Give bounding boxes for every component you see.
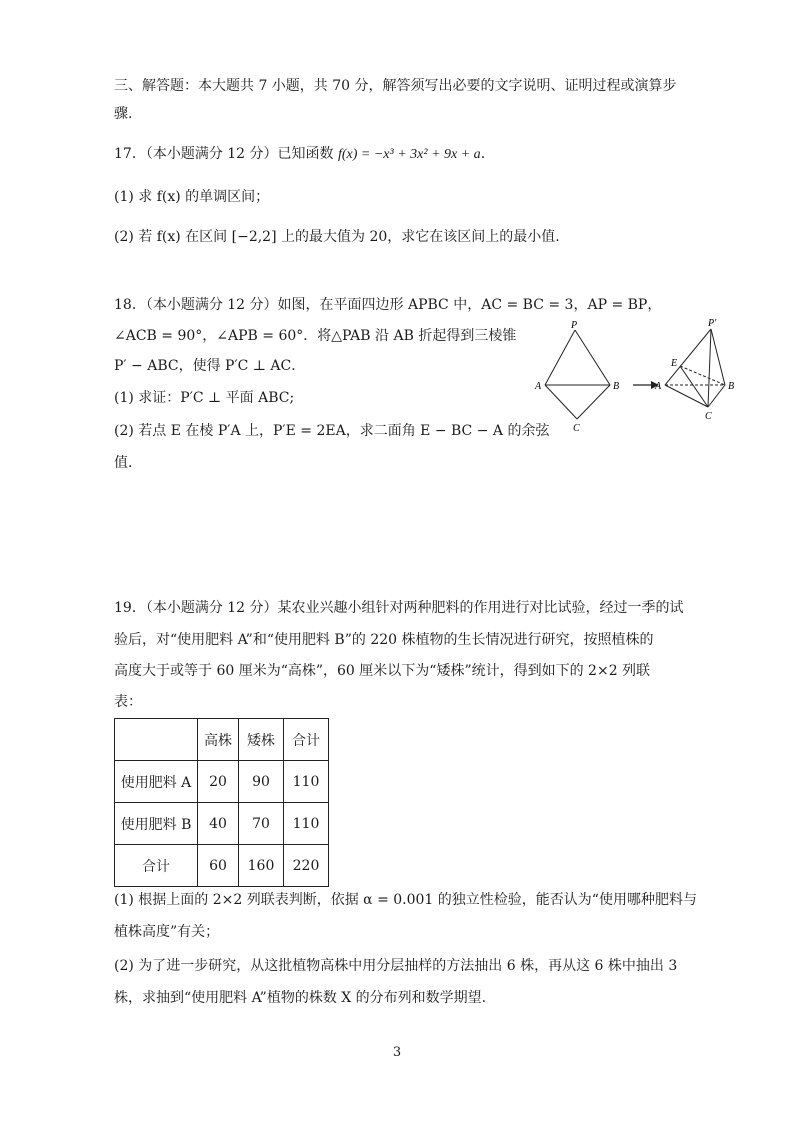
table-cell: 20	[198, 761, 239, 803]
table-cell: 70	[239, 803, 284, 845]
table-cell: 220	[284, 845, 329, 887]
table-cell: 40	[198, 803, 239, 845]
q17-part2: (2) 若 f(x) 在区间 [−2,2] 上的最大值为 20，求它在该区间上的最小值.	[114, 229, 560, 245]
table-row	[115, 845, 329, 887]
edge-PpC	[708, 329, 711, 407]
q17-part1: (1) 求 f(x) 的单调区间；	[114, 189, 270, 205]
q19-line3: 高度大于或等于 60 厘米为“高株”，60 厘米以下为“矮株”统计，得到如下的 2×2 列联	[114, 663, 651, 679]
table-header-row	[115, 719, 329, 761]
table-header-cell: 矮株	[239, 719, 284, 761]
label-A-3d: A	[655, 381, 662, 392]
table-header-cell: 合计	[284, 719, 329, 761]
label-C-3d: C	[705, 411, 712, 422]
table-cell: 110	[284, 761, 329, 803]
label-P: P	[571, 320, 578, 331]
edge-PB	[575, 330, 610, 385]
edge-AC-3d	[665, 385, 708, 407]
table-cell: 160	[239, 845, 284, 887]
q18-part2: (2) 若点 E 在棱 P′A 上，P′E = 2EA，求二面角 E − BC − A 的余弦	[114, 423, 550, 439]
contingency-table	[114, 718, 329, 887]
q18-part1: (1) 求证：P′C ⊥ 平面 ABC;	[114, 390, 295, 406]
edge-AC	[545, 385, 577, 419]
section-header-cont: 骤.	[114, 106, 133, 122]
label-B: B	[613, 381, 620, 392]
table-header-cell	[115, 719, 198, 761]
label-C: C	[573, 423, 580, 434]
folding-diagram	[525, 315, 755, 440]
q18-figure	[525, 315, 755, 440]
section-header: 三、解答题：本大题共 7 小题，共 70 分，解答须写出必要的文字说明、证明过程或演算步	[114, 78, 677, 94]
q18-line2: ∠ACB = 90°，∠APB = 60°．将△PAB 沿 AB 折起得到三棱锥	[114, 328, 517, 344]
edge-PA	[545, 330, 575, 385]
q19-line4: 表：	[114, 694, 142, 710]
label-B-3d: B	[728, 381, 735, 392]
q18-part2-cont: 值.	[114, 455, 133, 471]
edge-BC-3d	[708, 385, 725, 407]
q19-line2: 验后，对“使用肥料 A”和“使用肥料 B”的 220 株植物的生长情况进行研究，按照植株的	[114, 632, 654, 648]
label-A: A	[535, 381, 542, 392]
table-cell: 90	[239, 761, 284, 803]
q19-part1: (1) 根据上面的 2×2 列联表判断，依据 α = 0.001 的独立性检验，能否认为“使用哪种肥料与	[114, 892, 697, 908]
q17-function: f(x) = −x³ + 3x² + 9x + a	[337, 147, 481, 162]
q17-stem-text: 17．（本小题满分 12 分）已知函数	[114, 146, 338, 162]
q18-line3: P′ − ABC，使得 P′C ⊥ AC．	[114, 358, 306, 374]
q19-part2-cont: 株，求抽到“使用肥料 A”植物的株数 X 的分布列和数学期望.	[114, 990, 487, 1006]
q18-line1: 18．（本小题满分 12 分）如图，在平面四边形 APBC 中，AC = BC = 3，AP = BP，	[114, 297, 662, 313]
edge-BC	[577, 385, 610, 419]
q19-line1: 19．（本小题满分 12 分）某农业兴趣小组针对两种肥料的作用进行对比试验，经过一季的试	[114, 600, 684, 616]
table-cell: 合计	[115, 845, 198, 887]
q19-part2: (2) 为了进一步研究，从这批植物高株中用分层抽样的方法抽出 6 株，再从这 6 株中抽出 3	[114, 958, 678, 974]
q17-stem: 17．（本小题满分 12 分）已知函数 f(x) = −x³ + 3x² + 9x + a.	[114, 146, 486, 162]
table-cell: 60	[198, 845, 239, 887]
table-cell: 使用肥料 B	[115, 803, 198, 845]
edge-PpB	[711, 329, 725, 385]
table-cell: 使用肥料 A	[115, 761, 198, 803]
page-number: 3	[392, 1045, 402, 1060]
label-E: E	[671, 358, 678, 369]
table-row	[115, 803, 329, 845]
table-row	[115, 761, 329, 803]
table-cell: 110	[284, 803, 329, 845]
table-header-cell: 高株	[198, 719, 239, 761]
label-P-prime: P′	[708, 318, 717, 329]
q19-part1-cont: 植株高度”有关；	[114, 924, 220, 940]
